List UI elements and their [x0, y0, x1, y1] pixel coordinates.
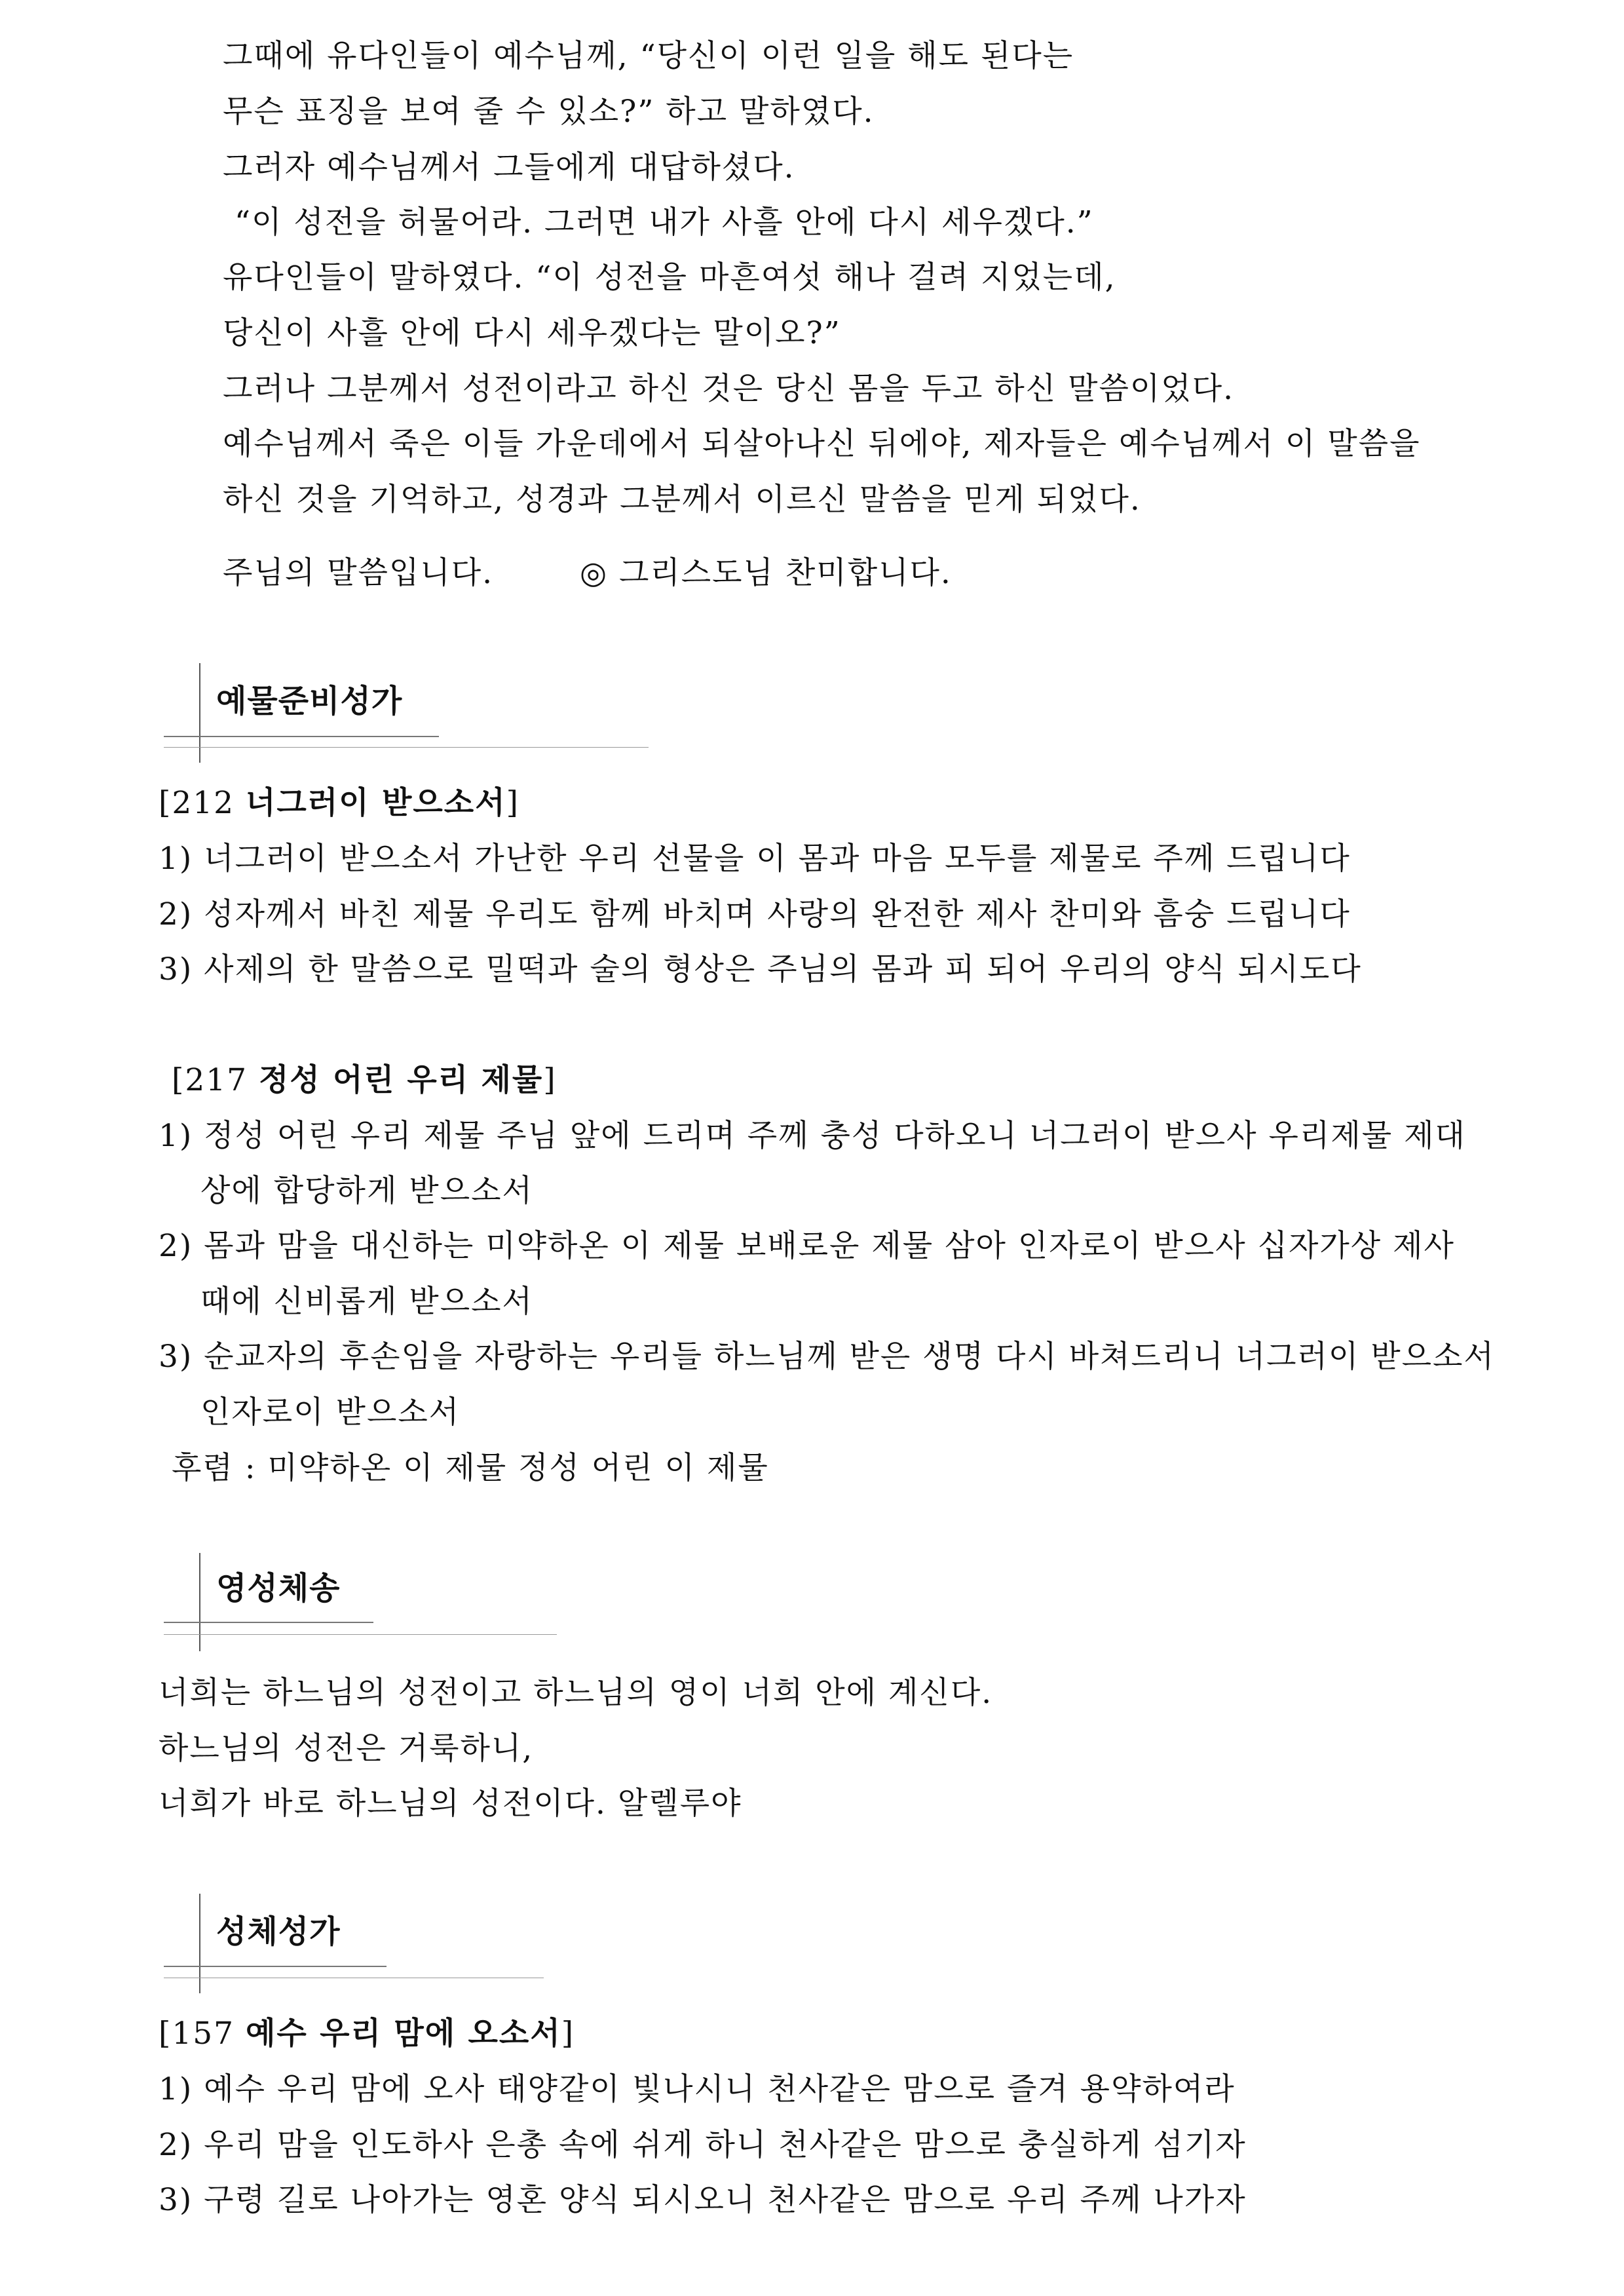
gospel-line: 그러나 그분께서 성전이라고 하신 것은 당신 몸을 두고 하신 말씀이었다. — [223, 371, 1235, 407]
gospel-line: 하신 것을 기억하고, 성경과 그분께서 이르신 말씀을 믿게 되었다. — [223, 482, 1141, 518]
hymn-title: [157 예수 우리 맘에 오소서] — [159, 2016, 575, 2052]
heading-divider — [164, 1634, 557, 1635]
heading-divider — [164, 747, 649, 748]
gospel-closing: 주님의 말씀입니다. — [223, 555, 494, 591]
gospel-line: 유다인들이 말하였다. “이 성전을 마흔여섯 해나 걸려 지었는데, — [223, 259, 1116, 296]
heading-divider-vertical — [199, 1894, 200, 1993]
communion-antiphon-heading: 영성체송 — [216, 1570, 341, 1607]
heading-divider — [164, 1966, 387, 1967]
gospel-line: 그때에 유다인들이 예수님께, “당신이 이런 일을 해도 된다는 — [223, 38, 1074, 74]
hymn-verse: 1) 정성 어린 우리 제물 주님 앞에 드리며 주께 충성 다하오니 너그러이 받으사 우리제물 제대 — [159, 1118, 1466, 1154]
communion-hymn-heading: 성체성가 — [216, 1913, 341, 1950]
heading-divider — [164, 1622, 373, 1623]
gospel-response: ◎ 그리스도님 찬미합니다. — [580, 555, 952, 591]
hymn-title: [212 너그러이 받으소서] — [159, 785, 519, 821]
hymn-refrain: 후렴 : 미약하온 이 제물 정성 어린 이 제물 — [172, 1450, 769, 1486]
hymn-number: 217 — [185, 1062, 248, 1098]
gospel-line: “이 성전을 허물어라. 그러면 내가 사흘 안에 다시 세우겠다.” — [235, 204, 1094, 240]
heading-divider-vertical — [199, 663, 200, 763]
hymn-number: 157 — [172, 2016, 235, 2052]
hymn-verse: 2) 우리 맘을 인도하사 은총 속에 쉬게 하니 천사같은 맘으로 충실하게 섬기자 — [159, 2127, 1247, 2163]
hymn-verse-continued: 상에 합당하게 받으소서 — [200, 1173, 533, 1209]
gospel-line: 당신이 사흘 안에 다시 세우겠다는 말이오?” — [223, 315, 841, 351]
antiphon-line: 하느님의 성전은 거룩하니, — [159, 1731, 534, 1767]
hymn-verse: 3) 사제의 한 말씀으로 밀떡과 술의 형상은 주님의 몸과 피 되어 우리의 양식 되시도다 — [159, 951, 1362, 987]
hymn-number: 212 — [172, 785, 235, 821]
hymn-verse: 3) 순교자의 후손임을 자랑하는 우리들 하느님께 받은 생명 다시 바쳐드리니 너그러이 받으소서 — [159, 1339, 1495, 1375]
hymn-verse-continued: 때에 신비롭게 받으소서 — [200, 1284, 533, 1320]
hymn-title: [217 정성 어린 우리 제물] — [172, 1062, 557, 1098]
offertory-heading: 예물준비성가 — [216, 683, 403, 719]
antiphon-line: 너희가 바로 하느님의 성전이다. 알렐루야 — [159, 1786, 742, 1822]
hymn-verse: 2) 성자께서 바친 제물 우리도 함께 바치며 사랑의 완전한 제사 찬미와 흠숭 드립니다 — [159, 896, 1351, 932]
hymn-name: 너그러이 받으소서 — [246, 785, 506, 821]
heading-divider — [164, 736, 439, 737]
hymn-name: 예수 우리 맘에 오소서 — [246, 2016, 561, 2052]
antiphon-line: 너희는 하느님의 성전이고 하느님의 영이 너희 안에 계신다. — [159, 1675, 993, 1711]
gospel-line: 그러자 예수님께서 그들에게 대답하셨다. — [223, 149, 795, 185]
hymn-verse: 3) 구령 길로 나아가는 영혼 양식 되시오니 천사같은 맘으로 우리 주께 나가자 — [159, 2182, 1247, 2218]
hymn-verse: 2) 몸과 맘을 대신하는 미약하온 이 제물 보배로운 제물 삼아 인자로이 받으사 십자가상 제사 — [159, 1228, 1455, 1264]
hymn-verse: 1) 너그러이 받으소서 가난한 우리 선물을 이 몸과 마음 모두를 제물로 주께 드립니다 — [159, 841, 1351, 877]
heading-divider-vertical — [199, 1553, 200, 1651]
gospel-line: 무슨 표징을 보여 줄 수 있소?” 하고 말하였다. — [223, 94, 875, 130]
hymn-verse-continued: 인자로이 받으소서 — [200, 1394, 461, 1430]
hymn-verse: 1) 예수 우리 맘에 오사 태양같이 빛나시니 천사같은 맘으로 즐겨 용약하여라 — [159, 2071, 1236, 2107]
gospel-line: 예수님께서 죽은 이들 가운데에서 되살아나신 뒤에야, 제자들은 예수님께서 이 말씀을 — [223, 426, 1421, 462]
hymn-name: 정성 어린 우리 제물 — [259, 1062, 544, 1098]
